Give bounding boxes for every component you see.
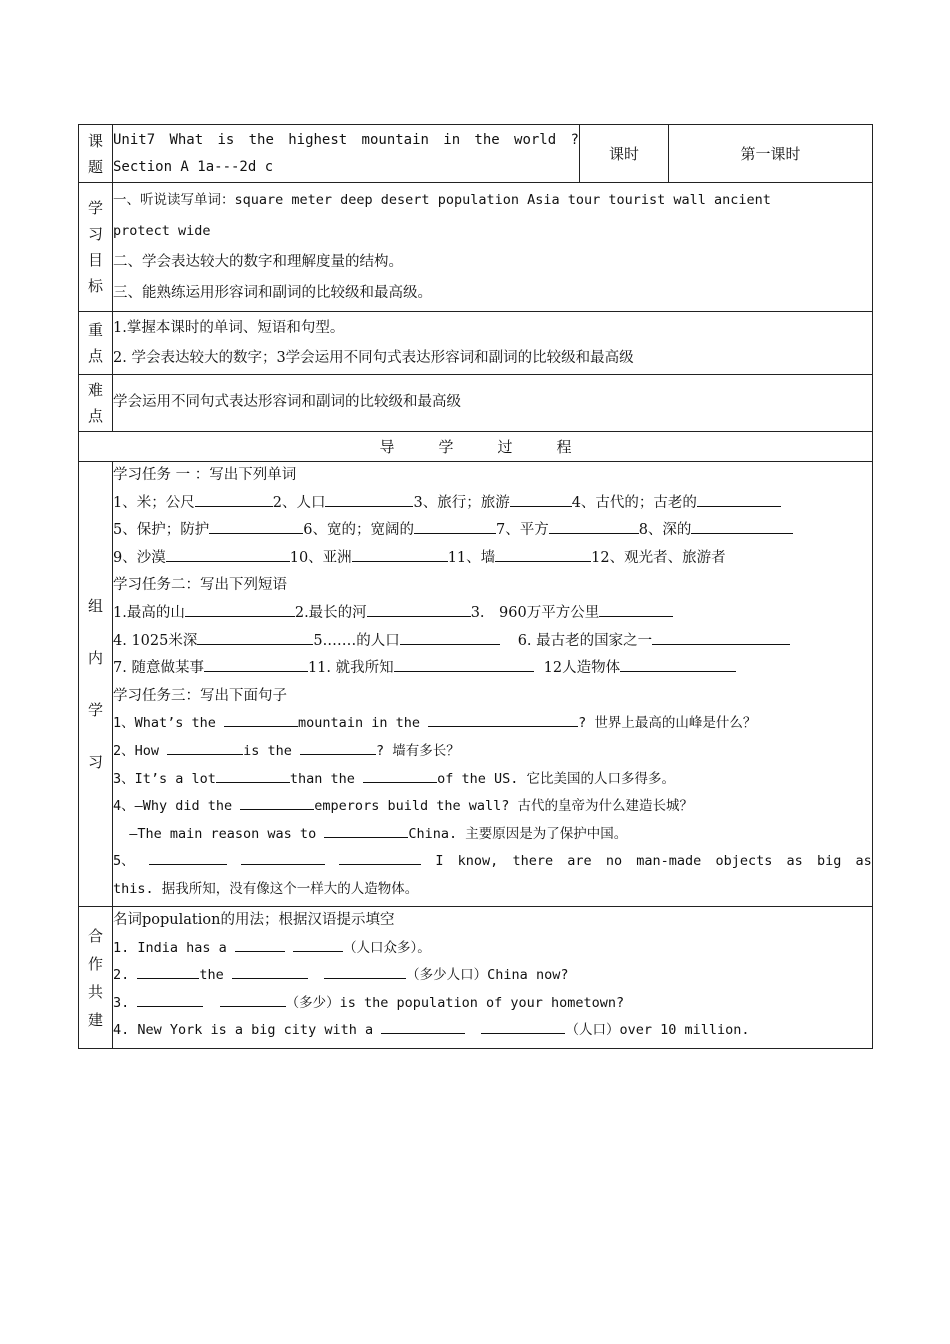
- answer-blank[interactable]: [197, 628, 313, 645]
- answer-blank[interactable]: [224, 710, 298, 727]
- answer-blank[interactable]: [394, 655, 534, 672]
- answer-blank[interactable]: [204, 655, 308, 672]
- answer-blank[interactable]: [300, 738, 376, 755]
- sentence-2: 2、How is the ? 墙有多长？: [113, 738, 872, 766]
- answer-blank[interactable]: [209, 517, 303, 534]
- answer-blank[interactable]: [149, 848, 227, 865]
- goals-line4: 三、能熟练运用形容词和副词的比较级和最高级。: [113, 285, 432, 301]
- sentence-5-line2: this. 据我所知，没有像这个一样大的人造物体。: [113, 880, 419, 897]
- sentence-3: 3、It’s a lot than the of the US. 它比美国的人口多得多。: [113, 766, 872, 794]
- task2-row3: 7. 随意做某事 11. 就我所知 12人造物体: [113, 655, 872, 683]
- label-topic: 课 题: [79, 125, 113, 183]
- label-cooperation: 合 作 共 建: [79, 907, 113, 1049]
- answer-blank[interactable]: [137, 990, 203, 1007]
- label-goals: 学 习 目 标: [79, 183, 113, 312]
- answer-blank[interactable]: [414, 517, 496, 534]
- cooperation-content: [113, 907, 873, 1049]
- answer-blank[interactable]: [232, 962, 308, 979]
- label-difficulties: 难 点: [79, 375, 113, 432]
- answer-blank[interactable]: [428, 710, 578, 727]
- answer-blank[interactable]: [352, 545, 448, 562]
- goals-row: [79, 183, 873, 312]
- goals-content: [113, 183, 873, 312]
- task2-title: 学习任务二：写出下列短语: [113, 577, 287, 594]
- process-row: [79, 432, 873, 462]
- task1-row3: 9、沙漠 10、亚洲 11、墙 12、观光者、旅游者: [113, 545, 872, 573]
- answer-blank[interactable]: [599, 600, 673, 617]
- lesson-title: [113, 125, 580, 183]
- answer-blank[interactable]: [400, 628, 500, 645]
- header-row: [79, 125, 873, 183]
- coop-item-1: 1. India has a （人口众多）。: [113, 935, 872, 963]
- answer-blank[interactable]: [216, 766, 290, 783]
- difficulties-row: [79, 375, 873, 432]
- task1-row1: 1、米；公尺 2、人口 3、旅行；旅游 4、古代的；古老的: [113, 490, 872, 518]
- answer-blank[interactable]: [293, 935, 343, 952]
- lesson-title-line2: Section A 1a---2d c: [113, 158, 274, 175]
- lesson-title-line1: Unit7 What is the highest mountain in the world ?: [113, 131, 579, 148]
- answer-blank[interactable]: [363, 766, 437, 783]
- key-points-row: [79, 312, 873, 375]
- label-group-study: 组 内 学 习: [79, 462, 113, 907]
- task3-title: 学习任务三：写出下面句子: [113, 687, 287, 704]
- task2-row2: 4. 1025米深 5.……的人口 6. 最古老的国家之一: [113, 628, 872, 656]
- answer-blank[interactable]: [691, 517, 793, 534]
- goals-line3: 二、学会表达较大的数字和理解度量的结构。: [113, 254, 403, 270]
- answer-blank[interactable]: [137, 962, 199, 979]
- coop-item-2: 2. the （多少人口）China now?: [113, 962, 872, 990]
- process-title: 导 学 过 程: [79, 432, 873, 462]
- answer-blank[interactable]: [195, 490, 273, 507]
- difficulties-line1: 学会运用不同句式表达形容词和副词的比较级和最高级: [113, 394, 461, 411]
- answer-blank[interactable]: [652, 628, 790, 645]
- cooperation-title: 名词population的用法；根据汉语提示填空: [113, 912, 395, 928]
- answer-blank[interactable]: [697, 490, 781, 507]
- answer-blank[interactable]: [620, 655, 736, 672]
- answer-blank[interactable]: [166, 545, 290, 562]
- key-points-line2: 2. 学会表达较大的数字；3学会运用不同句式表达形容词和副词的比较级和最高级: [113, 350, 634, 366]
- key-points-line1: 1.掌握本课时的单词、短语和句型。: [113, 320, 345, 336]
- answer-blank[interactable]: [235, 935, 285, 952]
- sentence-4-answer: —The main reason was to China. 主要原因是为了保护中国。: [113, 821, 872, 849]
- answer-blank[interactable]: [241, 848, 325, 865]
- answer-blank[interactable]: [324, 962, 406, 979]
- answer-blank[interactable]: [549, 517, 639, 534]
- answer-blank[interactable]: [167, 738, 243, 755]
- task1-row2: 5、保护；防护 6、宽的；宽阔的 7、平方 8、深的: [113, 517, 872, 545]
- answer-blank[interactable]: [481, 1017, 565, 1034]
- key-points-content: [113, 312, 873, 375]
- sentence-1: 1、What’s the mountain in the ? 世界上最高的山峰是什么？: [113, 710, 872, 738]
- lesson-plan-table: [78, 124, 873, 1049]
- goals-line2: protect wide: [113, 223, 211, 239]
- difficulties-content: [113, 375, 873, 432]
- goals-line1: 一、听说读写单词：square meter deep desert population Asia tour tourist wall ancient: [113, 192, 771, 208]
- group-study-content: [113, 462, 873, 907]
- answer-blank[interactable]: [510, 490, 572, 507]
- answer-blank[interactable]: [495, 545, 591, 562]
- sentence-4: 4、—Why did the emperors build the wall? 古代的皇帝为什么建造长城？: [113, 793, 872, 821]
- answer-blank[interactable]: [367, 600, 471, 617]
- cooperation-row: [79, 907, 873, 1049]
- answer-blank[interactable]: [324, 821, 408, 838]
- answer-blank[interactable]: [325, 490, 413, 507]
- answer-blank[interactable]: [339, 848, 421, 865]
- answer-blank[interactable]: [185, 600, 295, 617]
- answer-blank[interactable]: [381, 1017, 465, 1034]
- answer-blank[interactable]: [240, 793, 314, 810]
- task1-title: 学习任务 一 ：写出下列单词: [113, 467, 297, 483]
- label-key-points: 重 点: [79, 312, 113, 375]
- task2-row1: 1.最高的山 2.最长的河 3. 960万平方公里: [113, 600, 872, 628]
- group-study-row: [79, 462, 873, 907]
- period-label: 课时: [580, 125, 669, 183]
- answer-blank[interactable]: [220, 990, 286, 1007]
- sentence-5: 5、 I know, there are no man-made objects as big as: [113, 848, 872, 876]
- coop-item-3: 3. （多少）is the population of your hometown?: [113, 990, 872, 1018]
- period-value: 第一课时: [669, 125, 873, 183]
- coop-item-4: 4. New York is a big city with a （人口）over 10 million.: [113, 1017, 872, 1045]
